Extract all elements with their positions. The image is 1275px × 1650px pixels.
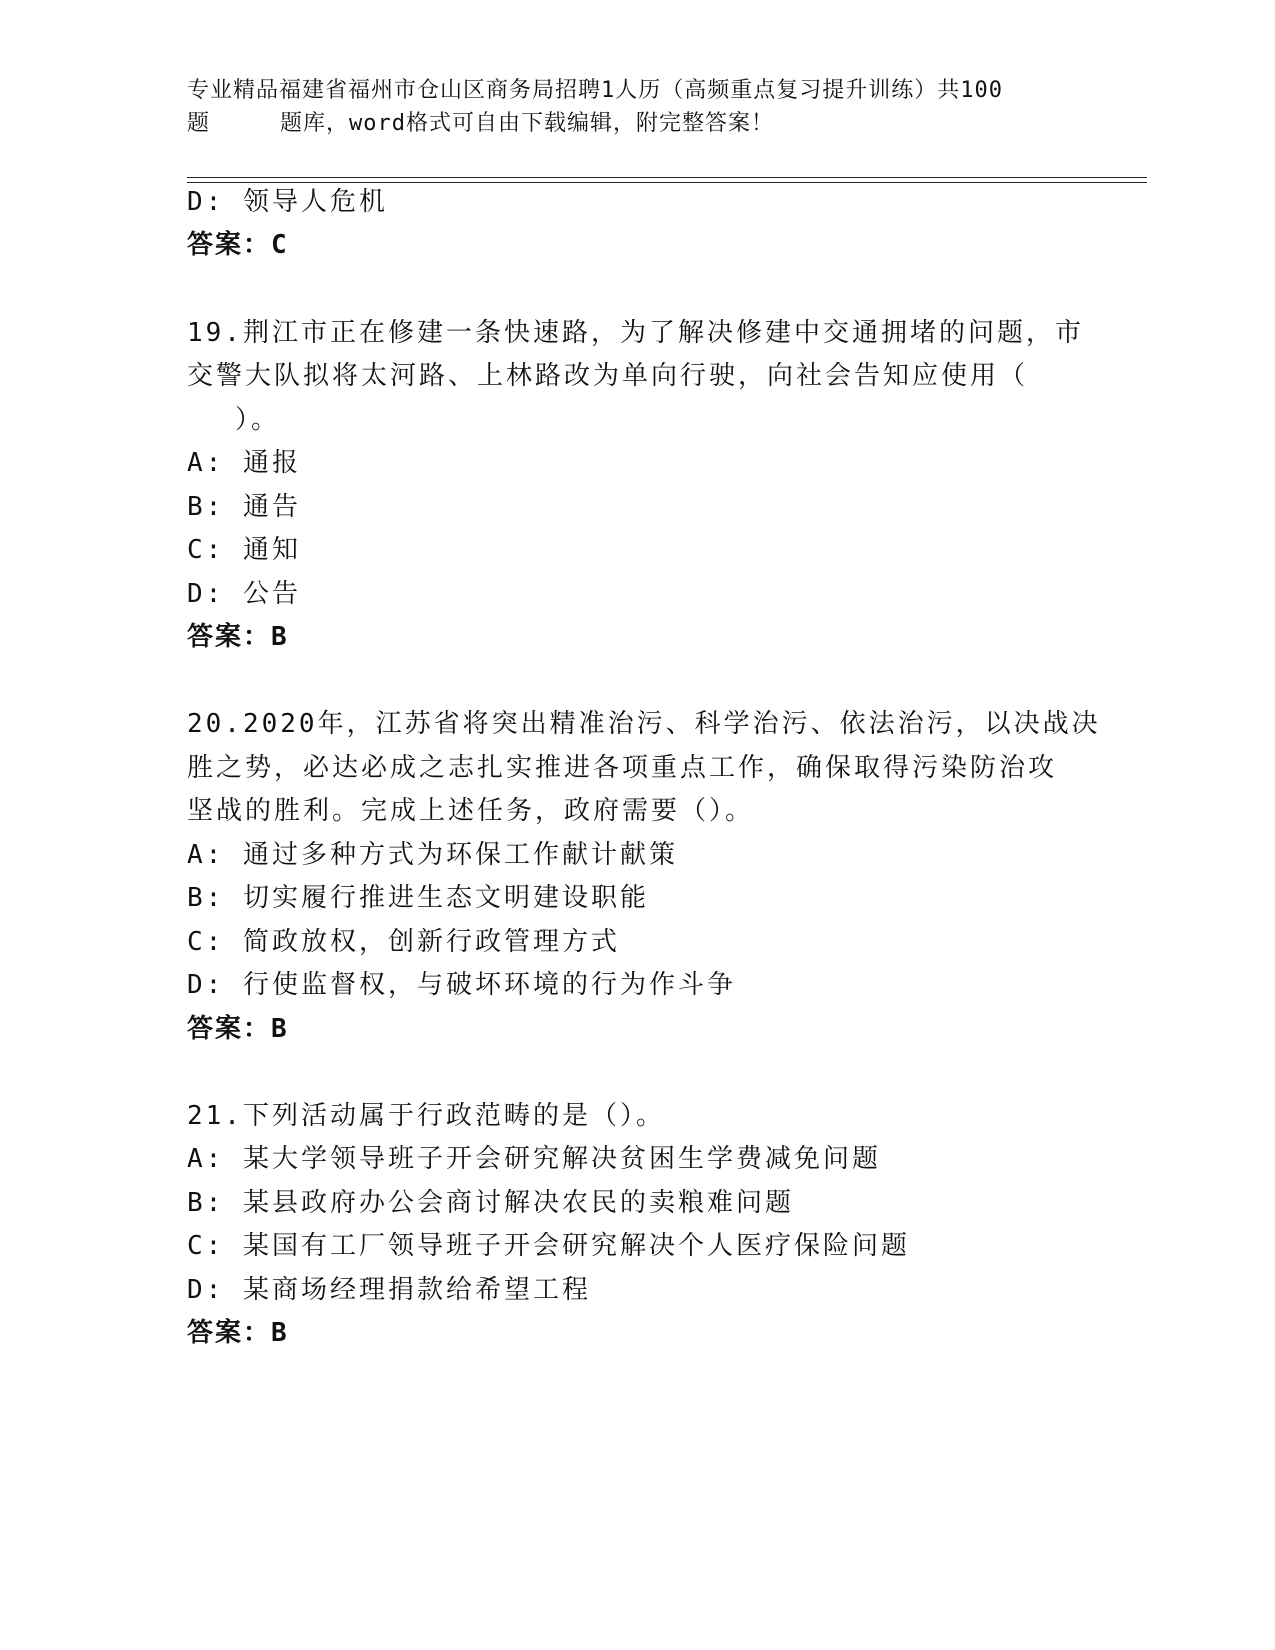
- q19-answer: 答案：B: [187, 622, 289, 652]
- header-line-1: 专业精品福建省福州市仓山区商务局招聘1人历（高频重点复习提升训练）共100: [187, 78, 1003, 103]
- prev-answer: 答案：C: [187, 230, 289, 260]
- q20-stem-line-3: 坚战的胜利。完成上述任务，政府需要（）。: [187, 796, 755, 826]
- q19-option-a: A: 通报: [187, 448, 301, 478]
- q21-option-b: B: 某县政府办公会商讨解决农民的卖粮难问题: [187, 1188, 794, 1218]
- q19-option-b: B: 通告: [187, 492, 301, 522]
- header-line-2-text: 题库，word格式可自由下载编辑，附完整答案！: [280, 111, 774, 136]
- q19-stem-line-2: 交警大队拟将太河路、上林路改为单向行驶，向社会告知应使用（: [187, 361, 1029, 391]
- header-divider-bottom: [187, 182, 1147, 183]
- q21-stem-line-1: 21.下列活动属于行政范畴的是（）。: [187, 1101, 665, 1131]
- q20-stem-line-1: 20.2020年，江苏省将突出精准治污、科学治污、依法治污，以决战决: [187, 709, 1101, 739]
- q20-option-b: B: 切实履行推进生态文明建设职能: [187, 883, 649, 913]
- q20-option-a: A: 通过多种方式为环保工作献计献策: [187, 840, 678, 870]
- header-line-2: [187, 107, 1077, 140]
- q19-option-c: C: 通知: [187, 535, 301, 565]
- q19-stem-line-1: 19.荆江市正在修建一条快速路，为了解决修建中交通拥堵的问题，市: [187, 318, 1084, 348]
- q21-answer: 答案：B: [187, 1318, 289, 1348]
- q20-stem-line-2: 胜之势，必达必成之志扎实推进各项重点工作，确保取得污染防治攻: [187, 753, 1058, 783]
- q19-option-d: D: 公告: [187, 579, 301, 609]
- header-line-2-prefix: 题: [187, 111, 211, 136]
- q21-option-c: C: 某国有工厂领导班子开会研究解决个人医疗保险问题: [187, 1231, 910, 1261]
- q21-option-a: A: 某大学领导班子开会研究解决贫困生学费减免问题: [187, 1144, 881, 1174]
- q21-option-d: D: 某商场经理捐款给希望工程: [187, 1275, 591, 1305]
- q20-option-c: C: 简政放权，创新行政管理方式: [187, 927, 620, 957]
- q20-option-d: D: 行使监督权，与破坏环境的行为作斗争: [187, 970, 736, 1000]
- q19-stem-line-3: ）。: [235, 405, 281, 435]
- header-divider-top: [187, 177, 1147, 178]
- q20-answer: 答案：B: [187, 1014, 289, 1044]
- prev-option-d: D: 领导人危机: [187, 187, 388, 217]
- page-header: [187, 74, 1077, 140]
